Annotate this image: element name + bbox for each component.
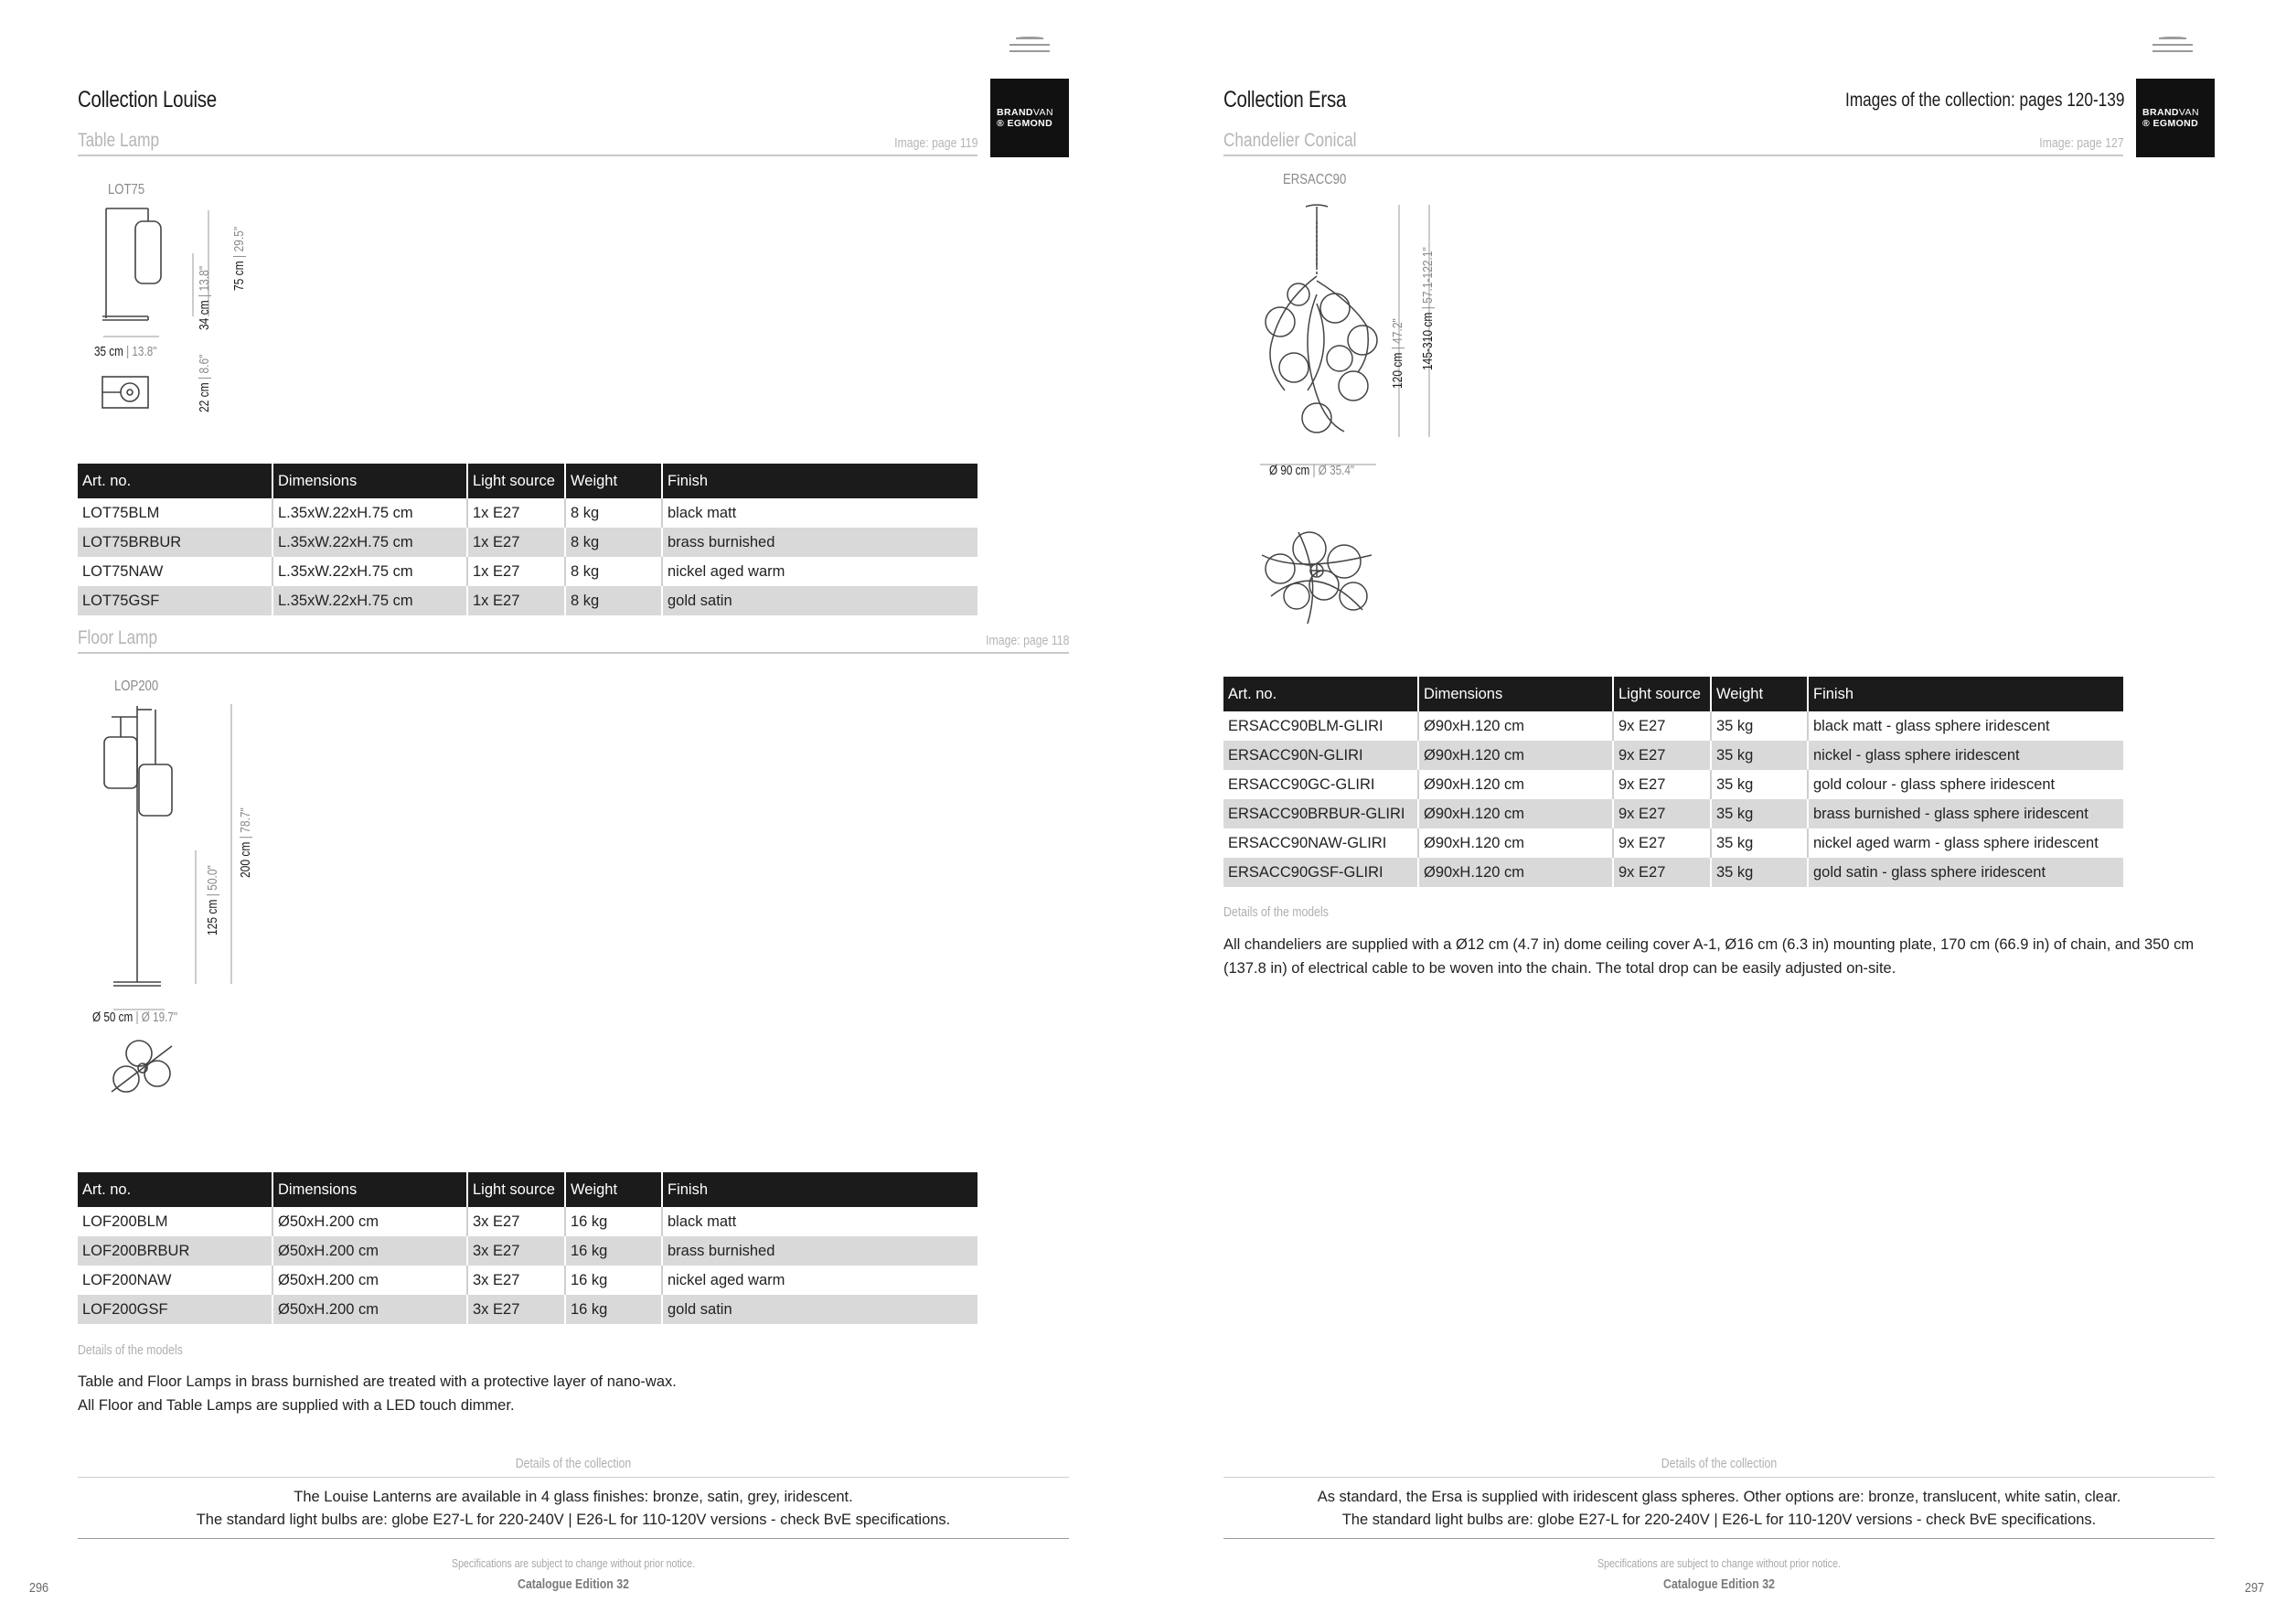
table-row xyxy=(78,1236,977,1266)
cell-light-source: 9x E27 xyxy=(1613,799,1711,828)
details-of-collection-text xyxy=(78,1486,1069,1532)
brand-logo: BRANDVAN ® EGMOND xyxy=(2136,79,2215,157)
table-row xyxy=(1223,741,2123,770)
cell-light-source: 1x E27 xyxy=(467,498,565,528)
cell-art-no: LOT75BRBUR xyxy=(78,528,272,557)
details-line: All chandeliers are supplied with a Ø12 cm (4.7 in) dome ceiling cover A-1, Ø16 cm (6.3 in) mounting plate, 170 cm (66.9 in) of chain, and 350 cm xyxy=(1223,936,2195,953)
col-header-weight: Weight xyxy=(565,1172,662,1207)
cell-finish: nickel aged warm xyxy=(662,1266,977,1295)
table-lamp-model-code: LOT75 xyxy=(108,182,145,198)
cell-art-no: ERSACC90BRBUR-GLIRI xyxy=(1223,799,1418,828)
cell-dimensions: L.35xW.22xH.75 cm xyxy=(272,498,467,528)
cell-dimensions: Ø90xH.120 cm xyxy=(1418,858,1613,887)
cell-light-source: 9x E27 xyxy=(1613,828,1711,858)
cell-weight: 16 kg xyxy=(565,1266,662,1295)
cell-finish: nickel aged warm - glass sphere iridescent xyxy=(1808,828,2123,858)
document-icon xyxy=(2152,37,2193,60)
cell-art-no: LOT75BLM xyxy=(78,498,272,528)
cell-finish: black matt xyxy=(662,498,977,528)
collection-line: The standard light bulbs are: globe E27-L for 220-240V | E26-L for 110-120V versions - check BvE specifications. xyxy=(1341,1512,2097,1528)
cell-light-source: 3x E27 xyxy=(467,1236,565,1266)
chandelier-diameter: Ø 90 cm | Ø 35.4" xyxy=(1269,463,1355,478)
cell-weight: 16 kg xyxy=(565,1295,662,1324)
col-header-weight: Weight xyxy=(1711,677,1808,711)
cell-art-no: LOF200BRBUR xyxy=(78,1236,272,1266)
brand-logo: BRANDVAN ® EGMOND xyxy=(990,79,1069,157)
collection-title: Collection Louise xyxy=(78,87,217,112)
details-of-collection-label: Details of the collection xyxy=(515,1456,632,1471)
floor-lamp-spec-table xyxy=(78,1172,977,1324)
cell-weight: 16 kg xyxy=(565,1207,662,1236)
document-icon xyxy=(1009,37,1050,60)
col-header-finish: Finish xyxy=(1808,677,2123,711)
col-header-weight: Weight xyxy=(565,464,662,498)
table-row xyxy=(78,557,977,586)
catalogue-edition: Catalogue Edition 32 xyxy=(1663,1577,1775,1592)
col-header-light-source: Light source xyxy=(467,464,565,498)
cell-dimensions: Ø50xH.200 cm xyxy=(272,1236,467,1266)
cell-art-no: LOF200GSF xyxy=(78,1295,272,1324)
cell-finish: nickel aged warm xyxy=(662,557,977,586)
details-line: Table and Floor Lamps in brass burnished are treated with a protective layer of nano-wax. xyxy=(78,1373,677,1390)
cell-dimensions: Ø90xH.120 cm xyxy=(1418,828,1613,858)
divider xyxy=(78,652,1069,654)
chandelier-spec-table xyxy=(1223,677,2123,887)
floor-lamp-height-lower: 125 cm | 50.0" xyxy=(205,865,220,935)
cell-dimensions: Ø90xH.120 cm xyxy=(1418,770,1613,799)
chandelier-image-ref[interactable]: Image: page 127 xyxy=(2039,135,2124,151)
chandelier-drawing xyxy=(1244,194,1518,642)
page-number: 297 xyxy=(2244,1580,2265,1596)
col-header-dimensions: Dimensions xyxy=(272,464,467,498)
table-lamp-height-total: 75 cm | 29.5" xyxy=(231,226,247,291)
cell-dimensions: Ø50xH.200 cm xyxy=(272,1207,467,1236)
floor-lamp-model-code: LOP200 xyxy=(114,678,159,694)
details-of-collection-text xyxy=(1223,1486,2215,1532)
cell-finish: nickel - glass sphere iridescent xyxy=(1808,741,2123,770)
table-lamp-width: 35 cm | 13.8" xyxy=(94,344,157,359)
cell-light-source: 1x E27 xyxy=(467,557,565,586)
chandelier-height-total: 145-310 cm | 57.1-122.1" xyxy=(1420,247,1436,370)
cell-weight: 16 kg xyxy=(565,1236,662,1266)
cell-weight: 8 kg xyxy=(565,586,662,615)
cell-finish: black matt - glass sphere iridescent xyxy=(1808,711,2123,741)
details-line: (137.8 in) of electrical cable to be woven into the chain. The total drop can be easily adjusted on-site. xyxy=(1223,960,1896,977)
table-lamp-depth: 22 cm | 8.6" xyxy=(197,354,212,412)
collection-images-ref[interactable]: Images of the collection: pages 120-139 xyxy=(1844,90,2124,111)
cell-dimensions: Ø50xH.200 cm xyxy=(272,1266,467,1295)
table-lamp-spec-table xyxy=(78,464,977,615)
cell-finish: gold satin - glass sphere iridescent xyxy=(1808,858,2123,887)
cell-art-no: ERSACC90GC-GLIRI xyxy=(1223,770,1418,799)
details-of-collection-label: Details of the collection xyxy=(1661,1456,1778,1471)
cell-light-source: 1x E27 xyxy=(467,586,565,615)
cell-light-source: 3x E27 xyxy=(467,1295,565,1324)
cell-weight: 35 kg xyxy=(1711,858,1808,887)
cell-light-source: 1x E27 xyxy=(467,528,565,557)
floor-lamp-subhead: Floor Lamp xyxy=(78,627,158,648)
col-header-dimensions: Dimensions xyxy=(272,1172,467,1207)
table-row xyxy=(78,1266,977,1295)
table-row xyxy=(1223,770,2123,799)
table-row xyxy=(1223,828,2123,858)
table-row xyxy=(78,1207,977,1236)
col-header-art-no: Art. no. xyxy=(1223,677,1418,711)
table-lamp-height-shade: 34 cm | 13.8" xyxy=(197,265,212,330)
cell-dimensions: Ø90xH.120 cm xyxy=(1418,799,1613,828)
divider xyxy=(1223,1538,2215,1539)
table-row xyxy=(1223,799,2123,828)
cell-finish: brass burnished xyxy=(662,1236,977,1266)
cell-art-no: LOF200BLM xyxy=(78,1207,272,1236)
cell-dimensions: Ø90xH.120 cm xyxy=(1418,741,1613,770)
cell-light-source: 9x E27 xyxy=(1613,741,1711,770)
details-of-models-label: Details of the models xyxy=(78,1342,183,1358)
cell-finish: brass burnished - glass sphere iridescent xyxy=(1808,799,2123,828)
cell-weight: 8 kg xyxy=(565,557,662,586)
cell-light-source: 9x E27 xyxy=(1613,711,1711,741)
cell-art-no: ERSACC90N-GLIRI xyxy=(1223,741,1418,770)
cell-weight: 35 kg xyxy=(1711,711,1808,741)
cell-dimensions: Ø90xH.120 cm xyxy=(1418,711,1613,741)
fine-print: Specifications are subject to change without prior notice. xyxy=(1597,1556,1842,1570)
chandelier-subhead: Chandelier Conical xyxy=(1223,130,1357,151)
collection-line: As standard, the Ersa is supplied with iridescent glass spheres. Other options are: bronze, translucent, white satin, clear. xyxy=(1317,1489,2121,1505)
cell-weight: 35 kg xyxy=(1711,828,1808,858)
chandelier-height-body: 120 cm | 47.2" xyxy=(1390,318,1405,389)
floor-lamp-drawing xyxy=(91,699,274,1128)
table-row xyxy=(78,528,977,557)
cell-weight: 35 kg xyxy=(1711,799,1808,828)
divider xyxy=(1223,1477,2215,1478)
collection-title: Collection Ersa xyxy=(1223,87,1347,112)
details-of-models-text xyxy=(1223,933,2220,980)
cell-finish: brass burnished xyxy=(662,528,977,557)
floor-lamp-diameter: Ø 50 cm | Ø 19.7" xyxy=(92,1010,178,1025)
col-header-art-no: Art. no. xyxy=(78,464,272,498)
cell-light-source: 3x E27 xyxy=(467,1207,565,1236)
col-header-light-source: Light source xyxy=(1613,677,1711,711)
details-of-models-text xyxy=(78,1370,992,1417)
cell-art-no: ERSACC90BLM-GLIRI xyxy=(1223,711,1418,741)
table-row xyxy=(1223,711,2123,741)
collection-line: The standard light bulbs are: globe E27-L for 220-240V | E26-L for 110-120V versions - check BvE specifications. xyxy=(196,1512,951,1528)
cell-light-source: 9x E27 xyxy=(1613,770,1711,799)
divider xyxy=(1223,155,2123,156)
table-row xyxy=(78,498,977,528)
table-lamp-subhead: Table Lamp xyxy=(78,130,160,151)
collection-line: The Louise Lanterns are available in 4 glass finishes: bronze, satin, grey, iridescent. xyxy=(294,1489,853,1505)
details-line: All Floor and Table Lamps are supplied with a LED touch dimmer. xyxy=(78,1397,515,1414)
cell-finish: gold colour - glass sphere iridescent xyxy=(1808,770,2123,799)
cell-art-no: LOT75GSF xyxy=(78,586,272,615)
cell-weight: 8 kg xyxy=(565,498,662,528)
cell-weight: 35 kg xyxy=(1711,741,1808,770)
cell-dimensions: L.35xW.22xH.75 cm xyxy=(272,586,467,615)
catalogue-edition: Catalogue Edition 32 xyxy=(518,1577,629,1592)
col-header-finish: Finish xyxy=(662,1172,977,1207)
cell-art-no: ERSACC90GSF-GLIRI xyxy=(1223,858,1418,887)
col-header-light-source: Light source xyxy=(467,1172,565,1207)
right-page xyxy=(1143,0,2286,1624)
cell-art-no: LOT75NAW xyxy=(78,557,272,586)
col-header-art-no: Art. no. xyxy=(78,1172,272,1207)
cell-dimensions: L.35xW.22xH.75 cm xyxy=(272,528,467,557)
col-header-dimensions: Dimensions xyxy=(1418,677,1613,711)
table-row xyxy=(78,586,977,615)
cell-dimensions: L.35xW.22xH.75 cm xyxy=(272,557,467,586)
cell-weight: 8 kg xyxy=(565,528,662,557)
cell-dimensions: Ø50xH.200 cm xyxy=(272,1295,467,1324)
cell-finish: gold satin xyxy=(662,1295,977,1324)
table-row xyxy=(78,1295,977,1324)
table-row xyxy=(1223,858,2123,887)
table-lamp-image-ref[interactable]: Image: page 119 xyxy=(893,135,977,151)
fine-print: Specifications are subject to change without prior notice. xyxy=(451,1556,696,1570)
cell-light-source: 9x E27 xyxy=(1613,858,1711,887)
page-number: 296 xyxy=(28,1580,49,1596)
col-header-finish: Finish xyxy=(662,464,977,498)
floor-lamp-image-ref[interactable]: Image: page 118 xyxy=(985,633,1069,648)
cell-finish: gold satin xyxy=(662,586,977,615)
divider xyxy=(78,155,977,156)
details-of-models-label: Details of the models xyxy=(1223,904,1329,920)
cell-art-no: ERSACC90NAW-GLIRI xyxy=(1223,828,1418,858)
cell-finish: black matt xyxy=(662,1207,977,1236)
cell-light-source: 3x E27 xyxy=(467,1266,565,1295)
cell-weight: 35 kg xyxy=(1711,770,1808,799)
divider xyxy=(78,1538,1069,1539)
chandelier-model-code: ERSACC90 xyxy=(1283,172,1347,187)
cell-art-no: LOF200NAW xyxy=(78,1266,272,1295)
divider xyxy=(78,1477,1069,1478)
floor-lamp-height-total: 200 cm | 78.7" xyxy=(238,807,253,878)
